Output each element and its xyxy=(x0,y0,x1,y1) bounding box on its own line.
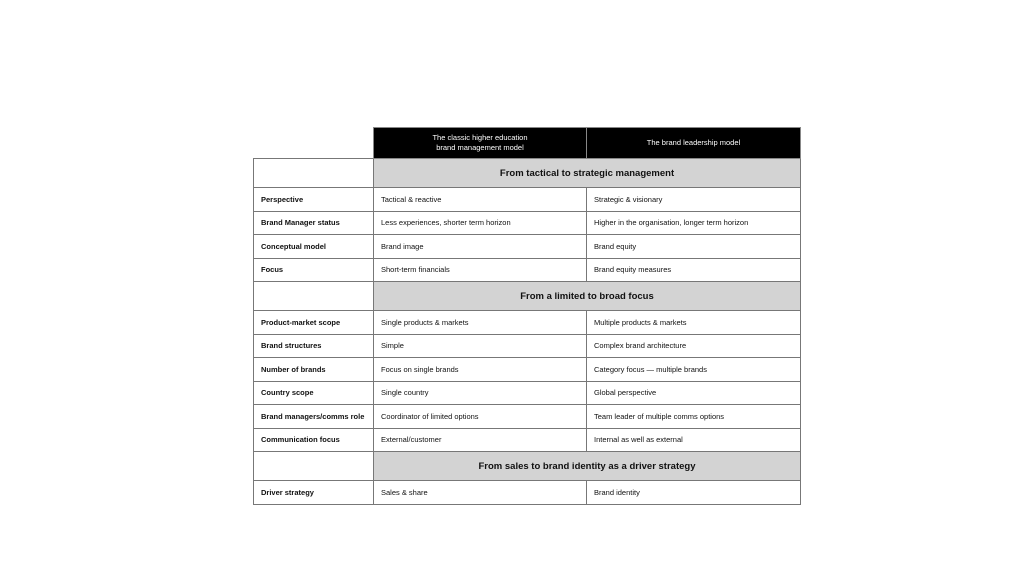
table-row xyxy=(254,334,801,358)
classic-model-cell: Short-term financials xyxy=(374,258,587,282)
row-label: Number of brands xyxy=(254,358,374,382)
classic-model-cell: Single country xyxy=(374,381,587,405)
leadership-model-cell: Multiple products & markets xyxy=(587,311,801,335)
leadership-model-cell: Brand equity measures xyxy=(587,258,801,282)
row-label: Country scope xyxy=(254,381,374,405)
section-header-row xyxy=(254,452,801,481)
row-label: Brand Manager status xyxy=(254,211,374,235)
header-classic-model xyxy=(374,128,587,159)
section-title: From a limited to broad focus xyxy=(374,282,801,311)
comparison-table xyxy=(253,127,801,505)
classic-model-cell: External/customer xyxy=(374,428,587,452)
row-label: Brand structures xyxy=(254,334,374,358)
row-label: Conceptual model xyxy=(254,235,374,259)
row-label: Perspective xyxy=(254,188,374,212)
table-row xyxy=(254,381,801,405)
classic-model-cell: Tactical & reactive xyxy=(374,188,587,212)
classic-model-cell: Less experiences, shorter term horizon xyxy=(374,211,587,235)
row-label: Communication focus xyxy=(254,428,374,452)
leadership-model-cell: Higher in the organisation, longer term horizon xyxy=(587,211,801,235)
leadership-model-cell: Category focus — multiple brands xyxy=(587,358,801,382)
table-row xyxy=(254,235,801,259)
table-row xyxy=(254,211,801,235)
classic-model-cell: Single products & markets xyxy=(374,311,587,335)
classic-model-cell: Focus on single brands xyxy=(374,358,587,382)
classic-model-cell: Simple xyxy=(374,334,587,358)
table-row xyxy=(254,258,801,282)
table-body xyxy=(254,128,801,505)
row-label: Focus xyxy=(254,258,374,282)
header-leadership-model xyxy=(587,128,801,159)
table-row xyxy=(254,188,801,212)
leadership-model-cell: Brand identity xyxy=(587,481,801,505)
leadership-model-cell: Complex brand architecture xyxy=(587,334,801,358)
row-label: Brand managers/comms role xyxy=(254,405,374,429)
table-row xyxy=(254,358,801,382)
leadership-model-cell: Team leader of multiple comms options xyxy=(587,405,801,429)
section-empty-cell xyxy=(254,159,374,188)
classic-model-cell: Sales & share xyxy=(374,481,587,505)
header-classic-label: The classic higher education brand management model xyxy=(432,133,528,152)
table-row xyxy=(254,405,801,429)
classic-model-cell: Coordinator of limited options xyxy=(374,405,587,429)
section-empty-cell xyxy=(254,452,374,481)
section-header-row xyxy=(254,159,801,188)
section-title: From tactical to strategic management xyxy=(374,159,801,188)
leadership-model-cell: Brand equity xyxy=(587,235,801,259)
table-row xyxy=(254,481,801,505)
leadership-model-cell: Internal as well as external xyxy=(587,428,801,452)
section-title: From sales to brand identity as a driver strategy xyxy=(374,452,801,481)
section-header-row xyxy=(254,282,801,311)
leadership-model-cell: Strategic & visionary xyxy=(587,188,801,212)
header-leadership-label: The brand leadership model xyxy=(646,138,741,147)
header-empty-cell xyxy=(254,128,374,159)
leadership-model-cell: Global perspective xyxy=(587,381,801,405)
row-label: Product-market scope xyxy=(254,311,374,335)
row-label: Driver strategy xyxy=(254,481,374,505)
table-row xyxy=(254,428,801,452)
classic-model-cell: Brand image xyxy=(374,235,587,259)
header-row xyxy=(254,128,801,159)
table-row xyxy=(254,311,801,335)
section-empty-cell xyxy=(254,282,374,311)
